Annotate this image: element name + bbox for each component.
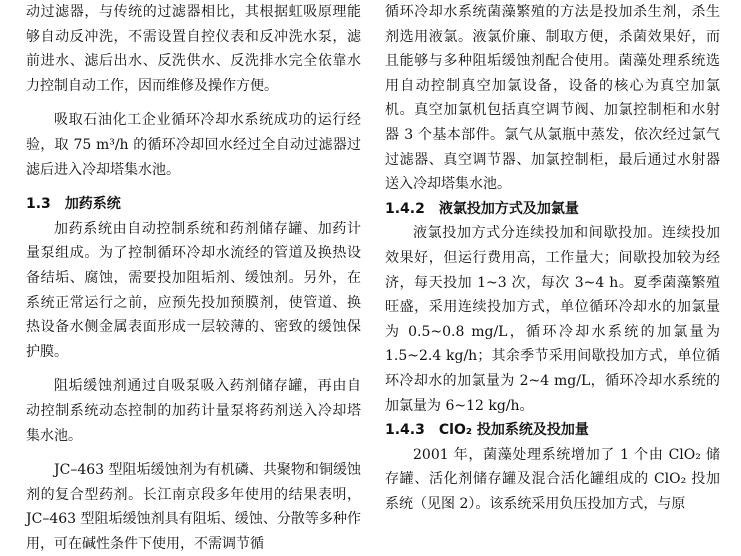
section-heading-1-4-2 (385, 197, 720, 222)
paragraph-gap (26, 98, 361, 108)
paragraph-gap (26, 364, 361, 374)
right-paragraph-chlorination: 循环冷却水系统菌藻繁殖的方法是投加杀生剂，杀生剂选用液氯。液氯价廉、制取方便，杀菌效果好，而且能够与多种阻垢缓蚀剂配合使用。菌藻处理系统选用自动控制真空加氯设备，设备的核心为真空加氯机。真空加氯机包括真空调节阀、加氯控制柜和水射器 3 个基本部件。氯气从氯瓶中蒸发，依次经过氯气过滤器、真空调节器、加氯控制柜，最后通过水射器送入冷却塔集水池。 (385, 4, 720, 193)
section-number: 1.4.3 (385, 422, 425, 439)
left-paragraph-dosing-system: 加药系统由自动控制系统和药剂储存罐、加药计量泵组成。为了控制循环冷却水流经的管道及换热设备结垢、腐蚀，需要投加阻垢剂、缓蚀剂。另外，在系统正常运行之前，应预先投加预膜剂，使管道、换热设备水侧金属表面形成一层较薄的、密致的缓蚀保护膜。 (26, 220, 361, 360)
right-column (385, 0, 720, 516)
section-number: 1.3 (26, 196, 51, 213)
left-column (26, 0, 361, 556)
paragraph-gap (26, 182, 361, 192)
section-title: 液氯投加方式及加氯量 (438, 200, 579, 217)
left-paragraph-filter-intro: 动过滤器，与传统的过滤器相比，其根据虹吸原理能够自动反冲洗，不需设置自控仪表和反冲洗水泵，滤前进水、滤后出水、反洗供水、反洗排水完全依靠水力控制自动工作，因而维修及操作方便。 (26, 4, 361, 94)
left-paragraph-inhibitor-feed: 阻垢缓蚀剂通过自吸泵吸入药剂储存罐，再由自动控制系统动态控制的加药计量泵将药剂送入冷却塔集水池。 (26, 378, 361, 444)
section-heading-1-4-3 (385, 418, 720, 443)
paragraph-gap (26, 448, 361, 458)
right-paragraph-chlorine-dosage: 液氯投加方式分连续投加和间歇投加。连续投加效果好，但运行费用高，工作量大；间歇投加较为经济，每天投加 1~3 次，每次 3~4 h。夏季菌藻繁殖旺盛，采用连续投加方式，单位循环冷却水的加氯量为 0.5~0.8 mg/L，循环冷却水系统的加氯量为 1.5~2.4 kg/h；其余季节采用间歇投加方式，单位循环冷却水的加氯量为 2~4 mg/L，循环冷却水系统的加氯量为 6~12 kg/h。 (385, 225, 720, 414)
left-paragraph-jc463: JC–463 型阻垢缓蚀剂为有机磷、共聚物和铜缓蚀剂的复合型药剂。长江南京段多年使用的结果表明，JC–463 型阻垢缓蚀剂具有阻垢、缓蚀、分散等多种作用，可在碱性条件下使用，不需调节循 (26, 462, 361, 552)
left-paragraph-filter-experience: 吸取石油化工企业循环冷却水系统成功的运行经验，取 75 m³/h 的循环冷却回水经过全自动过滤器过滤后进入冷却塔集水池。 (26, 112, 361, 178)
section-title: 加药系统 (64, 196, 121, 213)
section-title: ClO₂ 投加系统及投加量 (438, 422, 589, 439)
section-heading-1-3 (26, 192, 361, 217)
section-number: 1.4.2 (385, 200, 425, 217)
right-paragraph-clo2-system: 2001 年，菌藻处理系统增加了 1 个由 ClO₂ 储存罐、活化剂储存罐及混合活化罐组成的 ClO₂ 投加系统（见图 2）。该系统采用负压投加方式，与原 (385, 446, 720, 512)
